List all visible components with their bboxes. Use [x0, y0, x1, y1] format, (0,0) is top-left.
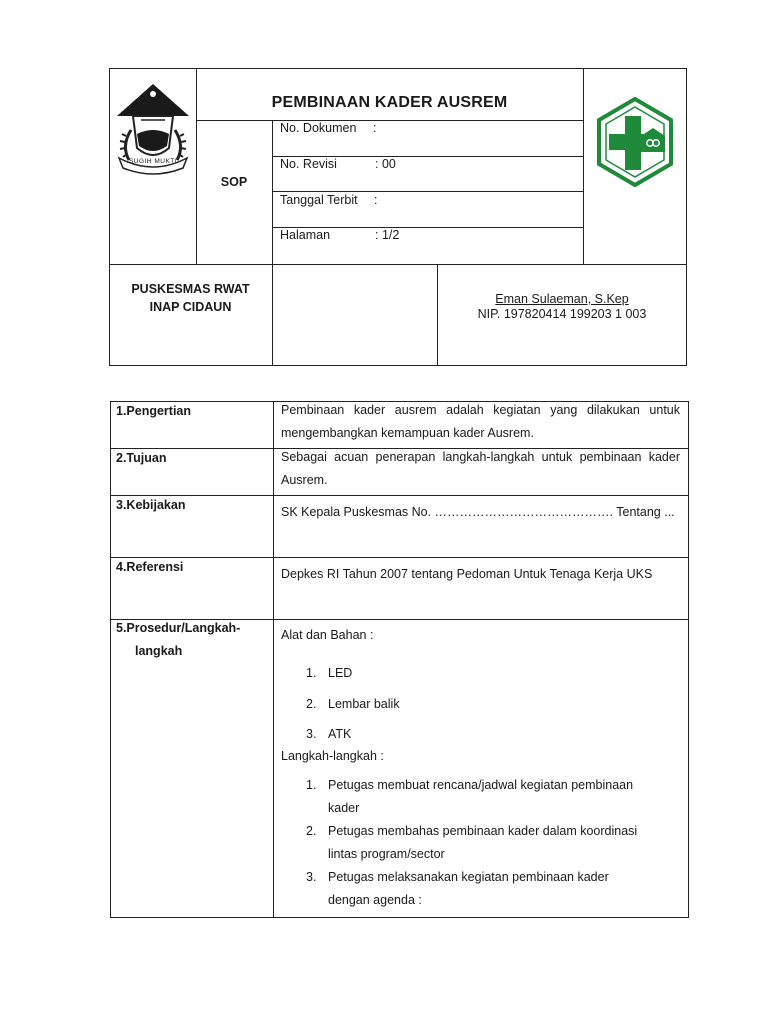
field-no-revisi-label: No. Revisi [280, 157, 337, 171]
section-label-prosedur: 5.Prosedur/Langkah- [116, 621, 241, 635]
section-label-tujuan: 2.Tujuan [116, 451, 167, 465]
divider [583, 68, 584, 264]
langkah-list [281, 774, 680, 912]
section-text-tujuan: Sebagai acuan penerapan langkah-langkah untuk pembinaan kader Ausrem. [281, 450, 680, 487]
org-name-line1: PUSKESMAS RWAT [131, 282, 250, 296]
divider [110, 619, 689, 620]
list-item: 1. Petugas membuat rencana/jadwal kegiatan pembinaan kader [306, 778, 634, 815]
divider [273, 401, 274, 918]
field-halaman-value: : 1/2 [375, 228, 400, 242]
org-name-line2: INAP CIDAUN [149, 300, 232, 314]
puskesmas-cross-icon [595, 96, 675, 188]
field-tanggal-terbit-value: : [374, 193, 378, 207]
section-label-referensi: 4.Referensi [116, 560, 184, 574]
divider [110, 557, 689, 558]
section-label-prosedur-cont: langkah [135, 644, 183, 658]
list-item: 2. Lembar balik [306, 696, 400, 711]
sop-label: SOP [220, 175, 248, 189]
signer-name: Eman Sulaeman, S.Kep [495, 292, 629, 306]
list-item: 2. Petugas membahas pembinaan kader dalam koordinasi lintas program/sector [306, 824, 638, 861]
divider [109, 264, 687, 265]
divider [196, 120, 583, 121]
section-text-kebijakan: SK Kepala Puskesmas No. ……………………………………. Tentang ... [281, 505, 675, 519]
alat-list [281, 658, 681, 750]
list-item: 3. Petugas melaksanakan kegiatan pembinaan kader dengan agenda : [306, 870, 609, 907]
field-tanggal-terbit-label: Tanggal Terbit [280, 193, 358, 207]
emblem-caption: SUGIH MUKTI [128, 158, 178, 165]
section-text-referensi: Depkes RI Tahun 2007 tentang Pedoman Untuk Tenaga Kerja UKS [281, 567, 653, 581]
list-item: 1. LED [306, 666, 353, 680]
field-no-revisi-value: : 00 [375, 157, 396, 171]
section-label-pengertian: 1.Pengertian [116, 404, 192, 418]
field-halaman-label: Halaman [280, 228, 331, 242]
langkah-heading: Langkah-langkah : [281, 749, 384, 763]
field-no-dokumen-value: : [373, 121, 377, 135]
signer-nip: NIP. 197820414 199203 1 003 [477, 307, 647, 321]
alat-heading: Alat dan Bahan : [281, 628, 374, 642]
divider [110, 495, 689, 496]
divider [272, 191, 583, 192]
regency-emblem-icon [111, 72, 195, 176]
section-label-kebijakan: 3.Kebijakan [116, 498, 186, 512]
page-title: PEMBINAAN KADER AUSREM [271, 94, 508, 111]
section-text-pengertian: Pembinaan kader ausrem adalah kegiatan yang dilakukan untuk mengembangkan kemampuan kader Ausrem. [281, 403, 680, 440]
list-item: 3. ATK [306, 727, 352, 741]
field-no-dokumen-label: No. Dokumen [280, 121, 357, 135]
